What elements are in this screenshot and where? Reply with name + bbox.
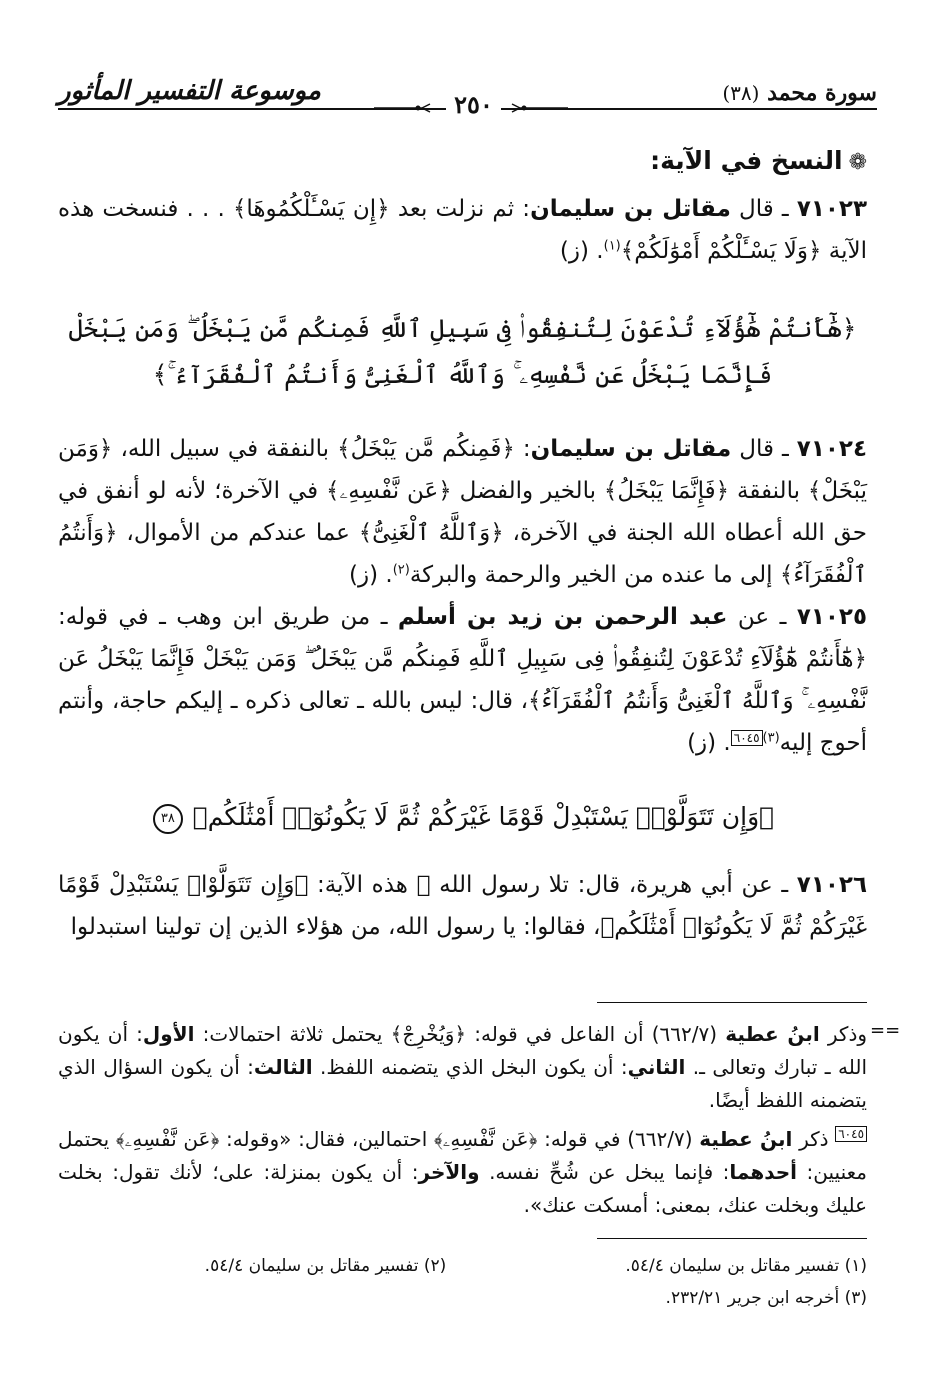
entry-71025: [58, 596, 867, 764]
note-text: (٦٦٢/٧) أن الفاعل في قوله: ﴿وَيُخْرِجْ﴾ يحتمل ثلاثة احتمالات:: [194, 1022, 726, 1046]
entry-text: ـ عن أبي هريرة، قال: تلا رسول الله ﷺ هذه الآية: ﴿وَإِن تَتَوَلَّوْا۟ يَسْتَبْدِلْ قَوْمًا غَيْرَكُمْ ثُمَّ لَا يَكُونُوٓا۟ أَمْثَٰلَكُم﴾، فقالوا: يا رسول الله، من هؤلاء الذين إن تولينا استبدلوا: [58, 872, 867, 940]
surah-number: (٣٨): [722, 81, 760, 105]
page-number: [0, 90, 947, 119]
footnote-2: (٢) تفسير مقاتل بن سليمان ٥٤/٤.: [204, 1256, 447, 1276]
narrator-name: مقاتل بن سليمان: [530, 436, 732, 462]
entry-number: ٧١٠٢٥: [796, 604, 868, 630]
entry-number: ٧١٠٢٣: [796, 196, 868, 222]
footnote-3: (٣) أخرجه ابن جرير ٢٣٢/٢١.: [665, 1288, 867, 1308]
option-label: الثاني: [627, 1055, 686, 1079]
continuation-mark: ==: [870, 1020, 901, 1041]
note-text: : أن يكون الله ـ تبارك وتعالى ـ.: [58, 1022, 868, 1079]
page-number-text: ٢٥٠: [446, 90, 501, 119]
entry-71024: [58, 428, 867, 596]
entry-text: ـ من طريق ابن وهب ـ في قوله: ﴿هَٰٓأَنتُمْ هَٰٓؤُلَآءِ تُدْعَوْنَ لِتُنفِقُوا۟ فِى سَبِيلِ ٱللَّهِ فَمِنكُم مَّن يَبْخَلُ ۖ وَمَن يَبْخَلْ فَإِنَّمَا يَبْخَلُ عَن نَّفْسِهِۦ ۚ وَٱللَّهُ ٱلْغَنِىُّ وَأَنتُمُ ٱلْفُقَرَآءُ﴾، قال: ليس بالله ـ تعالى ذكره ـ إليكم حاجة، وأنتم أحوج إليه: [58, 604, 867, 756]
verse-text: ﴿وَإِن تَتَوَلَّوْا۟ يَسْتَبْدِلْ قَوْمًا غَيْرَكُمْ ثُمَّ لَا يَكُونُوٓا۟ أَمْثَٰلَكُم﴾: [192, 802, 775, 831]
footnote-1: (١) تفسير مقاتل بن سليمان ٥٤/٤.: [625, 1256, 867, 1276]
entry-end: . (ز): [559, 238, 604, 264]
option-label: الثالث: [253, 1055, 313, 1079]
entry-text: : ثم نزلت بعد ﴿إِن يَسْـَٔلْكُمُوهَا﴾ . . . فنسخت هذه الآية ﴿وَلَا يَسْـَٔلْكُمْ أَمْوَٰلَكُمْ﴾: [58, 196, 867, 264]
scholar-name: ابنُ عطية: [725, 1022, 820, 1046]
section-heading-text: النسخ في الآية:: [650, 146, 843, 175]
cross-reference-box: ٦٠٤٥: [835, 1126, 867, 1142]
quran-verse-block: ﴿هَٰٓأَنتُمْ هَٰٓؤُلَآءِ تُدْعَوْنَ لِتُنفِقُوا۟ فِى سَبِيلِ ٱللَّهِ فَمِنكُم مَّن يَبْخَلُ ۖ وَمَن يَبْخَلْ فَإِنَّمَا يَبْخَلُ عَن نَّفْسِهِۦ ۚ وَٱللَّهُ ٱلْغَنِىُّ وَأَنتُمُ ٱلْفُقَرَآءُ ۚ﴾: [68, 314, 857, 389]
note-ibn-atiyya-1: [58, 1018, 867, 1117]
note-text: : أن يكون البخل الذي يتضمنه اللفظ.: [312, 1055, 628, 1079]
entry-end: . (ز): [349, 562, 393, 588]
footnote-ref: (٢): [392, 562, 410, 578]
option-label: الأول: [142, 1022, 195, 1046]
note-ibn-atiyya-2: [58, 1123, 867, 1222]
section-heading: [58, 140, 867, 184]
ayah-number-icon: ٣٨: [153, 804, 183, 834]
entry-71023: [58, 188, 867, 272]
left-ornament-icon: [372, 101, 432, 115]
commentary-notes: [58, 1018, 867, 1228]
option-label: والآخر: [418, 1160, 480, 1184]
footnote-ref: (٣): [762, 730, 780, 746]
note-text: وذكر: [819, 1022, 868, 1046]
entry-text: : ﴿فَمِنكُم مَّن يَبْخَلُ﴾ بالنفقة في سبيل الله، ﴿وَمَن يَبْخَلْ﴾ بالنفقة ﴿فَإِنَّمَا يَبْخَلُ﴾ بالخير والفضل ﴿عَن نَّفْسِهِۦ﴾ في الآخرة؛ لأنه لو أنفق في حق الله أعطاه الله الجنة في الآخرة، ﴿وَٱللَّهُ ٱلْغَنِىُّ﴾ عما عندكم من الأموال، ﴿وَأَنتُمُ ٱلْفُقَرَآءُ﴾ إلى ما عنده من الخير والرحمة والبركة: [58, 436, 867, 588]
note-text: (٦٦٢/٧) في قوله: ﴿عَن نَّفْسِهِۦ﴾ احتمالين، فقال: «وقوله: ﴿عَن نَّفْسِهِۦ﴾ يحتمل معنيين:: [58, 1127, 867, 1184]
footnotes-separator: [597, 1238, 867, 1239]
entry-prefix: ـ عن: [727, 604, 797, 630]
footnote-row: [58, 1250, 867, 1282]
option-label: أحدهما: [729, 1160, 798, 1184]
entry-prefix: ـ قال: [730, 196, 797, 222]
notes-separator: [597, 1002, 867, 1003]
quran-verse-38: [58, 794, 867, 840]
entry-prefix: ـ قال: [731, 436, 797, 462]
entry-number: ٧١٠٢٤: [796, 436, 867, 462]
surah-name: سورة محمد: [767, 80, 877, 106]
footnotes: [58, 1250, 867, 1314]
footnote-ref: (١): [603, 238, 621, 254]
narrator-name: مقاتل بن سليمان: [530, 196, 731, 222]
note-text: : أن يكون السؤال الذي يتضمنه اللفظ أيضًا.: [58, 1055, 867, 1112]
right-ornament-icon: [510, 101, 570, 115]
entry-71026: [58, 864, 867, 948]
note-text: ذكر: [792, 1127, 836, 1151]
flower-ornament-icon: ❁: [848, 150, 867, 175]
cross-reference-box: ٦٠٤٥: [731, 730, 763, 746]
scholar-name: ابنُ عطية: [699, 1127, 793, 1151]
note-text: : فإنما يبخل عن شُحِّ نفسه.: [479, 1160, 730, 1184]
entry-end: . (ز): [687, 730, 731, 756]
note-text: : أن يكون بمنزلة: على؛ لأنك تقول: بخلت عليك وبخلت عنك، بمعنى: أمسكت عنك».: [58, 1160, 867, 1217]
main-text: [58, 140, 867, 948]
narrator-name: عبد الرحمن بن زيد بن أسلم: [397, 604, 728, 630]
entry-number: ٧١٠٢٦: [796, 872, 867, 898]
book-title: موسوعة التفسير المأثور: [58, 76, 321, 106]
